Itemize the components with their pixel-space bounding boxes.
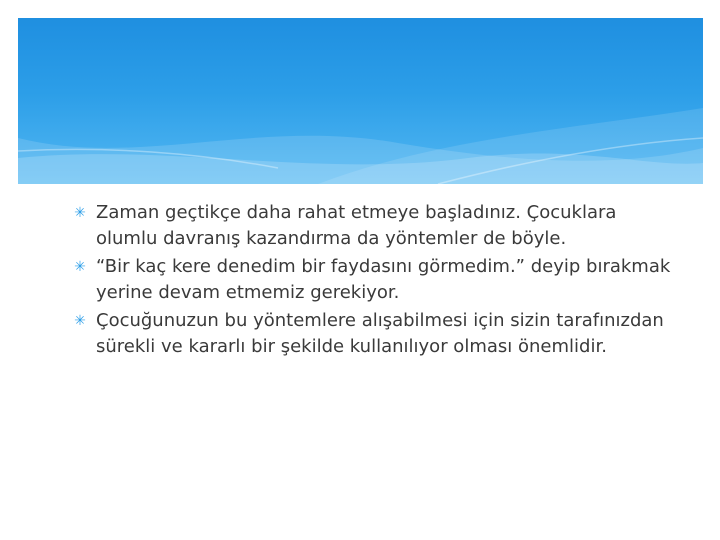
bullet-item <box>72 200 672 252</box>
bullet-text: Zaman geçtikçe daha rahat etmeye başladınız. Çocuklara olumlu davranış kazandırma da yöntemler de böyle. <box>96 202 617 249</box>
bullet-item <box>72 254 672 306</box>
header-band <box>18 18 703 184</box>
header-wave-decoration <box>18 18 703 184</box>
asterisk-bullet-icon: ✳ <box>74 313 86 329</box>
asterisk-bullet-icon: ✳ <box>74 259 86 275</box>
asterisk-bullet-icon: ✳ <box>74 205 86 221</box>
bullet-text: “Bir kaç kere denedim bir faydasını görmedim.” deyip bırakmak yerine devam etmemiz gerekiyor. <box>96 256 671 303</box>
bullet-item <box>72 308 672 360</box>
bullet-list <box>72 200 672 362</box>
bullet-text: Çocuğunuzun bu yöntemlere alışabilmesi için sizin tarafınızdan sürekli ve kararlı bir şekilde kullanılıyor olması önemlidir. <box>96 310 664 357</box>
